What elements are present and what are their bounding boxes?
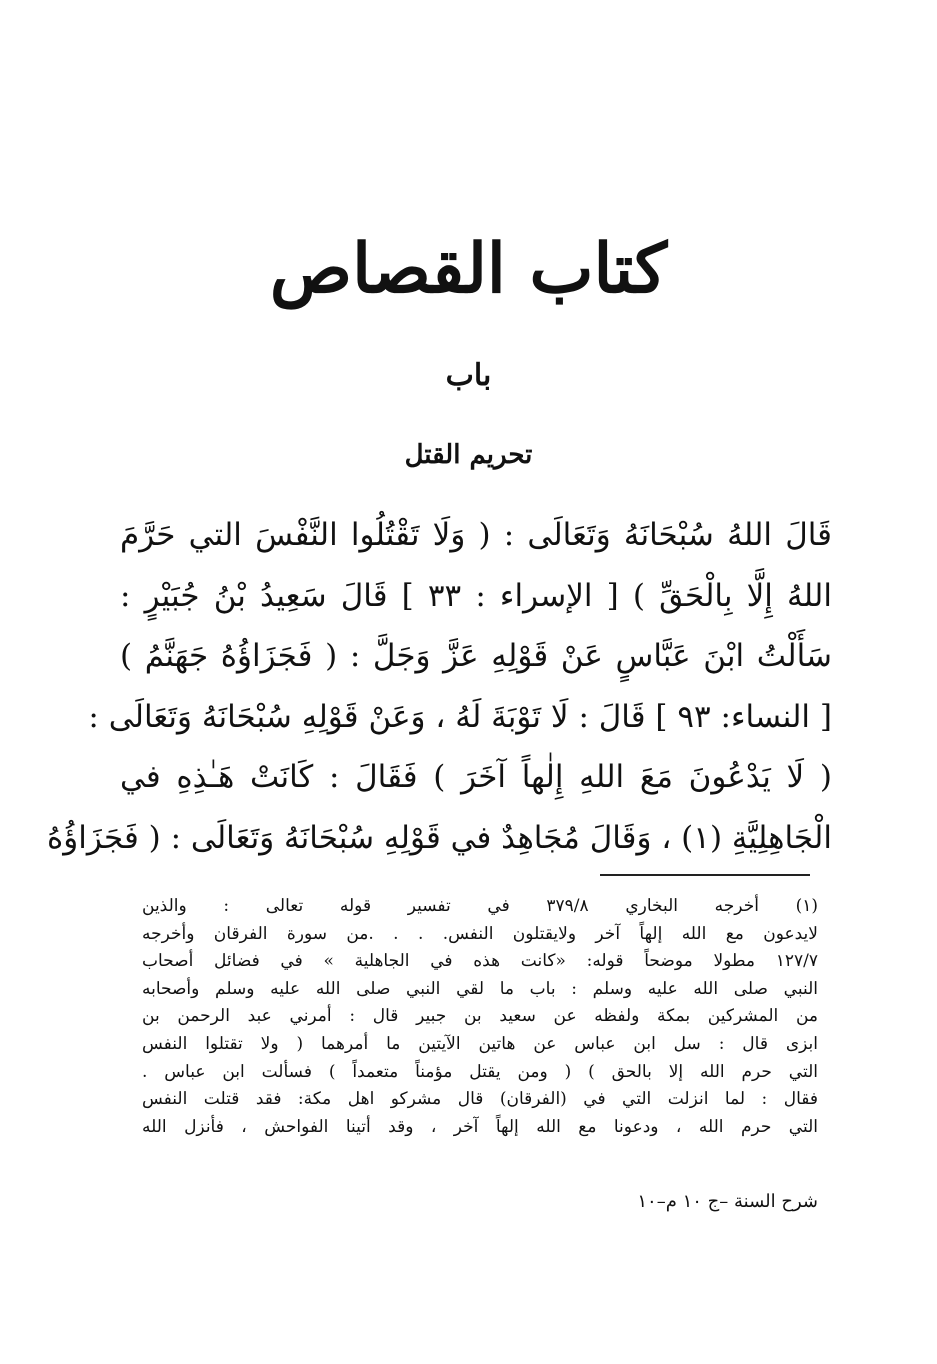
- page-footer-signature: شرح السنة –ج ١٠ م–١٠: [637, 1191, 818, 1212]
- footnote-line: من المشركين بمكة ولفظه عن سعيد بن جبير قال : أمرني عبد الرحمن بن: [142, 1006, 818, 1027]
- footnote-line: ١٢٧/٧ مطولا موضحاً قوله: «كانت هذه في الجاهلية » في فضائل أصحاب: [142, 951, 818, 972]
- chapter-label: باب: [445, 358, 492, 393]
- main-text-line: الْجَاهِلِيَّةِ (١) ، وَقَالَ مُجَاهِدٌ في قَوْلِهِ سُبْحَانَهُ وَتَعَالَى : ( فَجَزَاؤُهُ: [47, 819, 832, 856]
- main-text-line: ( لَا يَدْعُونَ مَعَ اللهِ إِلٰهاً آخَرَ ) فَقَالَ : كَانَتْ هَـٰذِهِ في: [120, 759, 832, 795]
- book-title: كتاب القصاص: [269, 229, 668, 309]
- footnote-line: فقال : لما انزلت التي في (الفرقان) قال مشركو اهل مكة: فقد قتلت النفس: [142, 1089, 818, 1110]
- chapter-heading: تحريم القتل: [404, 440, 533, 470]
- footnote-line: التي حرم الله ، ودعونا مع الله إلهاً آخر ، وقد أتينا الفواحش ، فأنزل الله: [142, 1116, 818, 1137]
- main-text: [47, 505, 832, 868]
- footnote-line: ابزى قال : سل ابن عباس عن هاتين الآيتين ما أمرهما ( ولا تقتلوا النفس: [142, 1033, 818, 1054]
- footnote-line: (١) أخرجه البخاري ٣٧٩/٨ في تفسير قوله تعالى : والذين: [142, 896, 818, 916]
- footnote-line: النبي صلى الله عليه وسلم : باب ما لقي النبي صلى الله عليه وسلم وأصحابه: [142, 978, 818, 999]
- main-text-line: [ النساء: ٩٣ ] قَالَ : لَا تَوْبَةَ لَهُ ، وَعَنْ قَوْلِهِ سُبْحَانَهُ وَتَعَالَى :: [88, 698, 832, 735]
- footnote-divider: [600, 874, 810, 876]
- main-text-line: اللهُ إِلَّا بِالْحَقِّ ) [ الإسراء : ٣٣ ] قَالَ سَعِيدُ بْنُ جُبَيْرٍ :: [120, 577, 832, 614]
- main-text-line: قَالَ اللهُ سُبْحَانَهُ وَتَعَالَى : ( وَلَا تَقْتُلُوا النَّفْسَ التي حَرَّمَ: [120, 517, 832, 553]
- footnote-line: التي حرم الله إلا بالحق ) ( ومن يقتل مؤمناً متعمداً ) فسألت ابن عباس .: [142, 1061, 818, 1082]
- main-text-line: سَأَلْتُ ابْنَ عَبَّاسٍ عَنْ قَوْلِهِ عَزَّ وَجَلَّ : ( فَجَزَاؤُهُ جَهَنَّمُ ): [120, 638, 832, 674]
- footnotes: [142, 893, 818, 1141]
- footnote-line: لايدعون مع الله إلهاً آخر ولايقتلون النفس. . . .من سورة الفرقان وأخرجه: [142, 923, 818, 944]
